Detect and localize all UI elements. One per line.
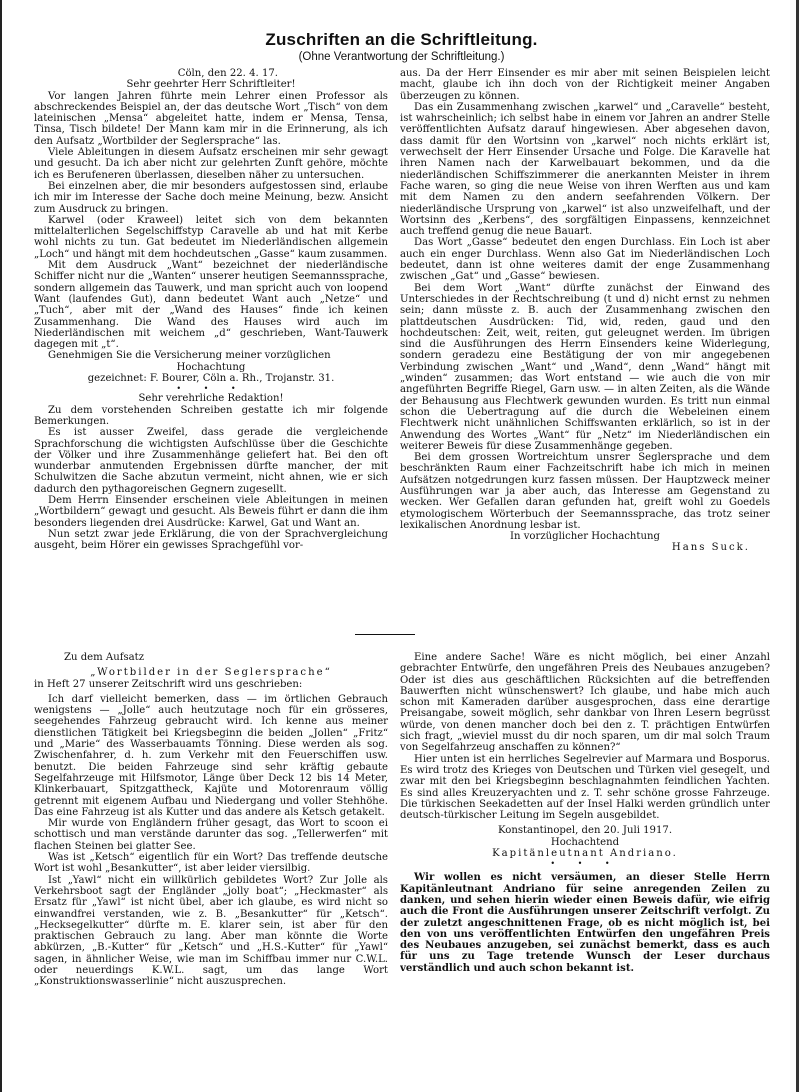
- letter3-intro2: in Heft 27 unserer Zeitschrift wird uns geschrieben:: [34, 678, 303, 690]
- letter1-paragraph: Mit dem Ausdruck „Want“ bezeichnet der niederländische Schiffer nicht nur die „Wanten“ unserer heutigen Seemannssprache, sondern allgemein das Tauwerk, und man spricht auch von loopend Want (laufendes Gut), dann bedeutet Want auch „Netze“ und „Tuch“, aber mit der „Wand des Hauses“ finde ich keinen Zusammenhang. Die Wand des Hauses wird auch im Niederländischen mit weichem „d“ geschrieben, Want-Tauwerk dagegen mit „t“.: [34, 260, 388, 351]
- letter1-closing: Hochachtung: [176, 361, 246, 373]
- letter2-signature: Hans Suck.: [671, 542, 750, 554]
- letter2-salutation: Sehr verehrliche Redaktion!: [138, 393, 284, 405]
- column-top-left: [34, 68, 388, 640]
- letter1-paragraph: Vor langen Jahren führte mein Lehrer einen Professor als abschreckendes Beispiel an, der das deutsche Wort „Tisch“ von dem lateinischen „Mensa“ abgeleitet hatte, indem er Mensa, Tensa, Tinsa, Tisch bildete! Der Mann kam mir in die Erinnerung, als ich den Aufsatz „Wortbilder der Seglersprache“ las.: [34, 90, 388, 147]
- letter3-paragraph: Was ist „Ketsch“ eigentlich für ein Wort? Das treffende deutsche Wort ist wohl „Besankutter“, ist aber leider viersilbig.: [34, 852, 388, 875]
- letter3-intro: Zu dem Aufsatz: [64, 652, 145, 663]
- letter1-paragraph: Karwel (oder Kraweel) leitet sich von dem bekannten mittelalterlichen Segelschiffstyp Caravelle ab und hat mit Kerbe wohl nichts zu tun. Gat bedeutet im Niederländischen allgemein „Loch“ und hängt mit dem hochdeutschen „Gasse“ kaum zusammen.: [34, 214, 388, 260]
- letter2-paragraph: Dem Herrn Einsender erscheinen viele Ableitungen in meinen „Wortbildern“ gewagt und gesucht. Als Beweis führt er dann die ihm besonders liegenden drei Ausdrücke: Karwel, Gat und Want an.: [34, 494, 388, 529]
- letter1-signature: gezeichnet: F. Bourer, Cöln a. Rh., Trojanstr. 31.: [87, 373, 335, 385]
- letter1-salutation: Sehr geehrter Herr Schriftleiter!: [126, 79, 296, 91]
- letter1-paragraph: Genehmigen Sie die Versicherung meiner vorzüglichen: [48, 350, 331, 362]
- letter3-paragraph: Ich darf vielleicht bemerken, dass — im örtlichen Gebrauch wenigstens — „Jolle“ auch heutzutage noch für ein grösseres, seegehendes Fahrzeug gebraucht wird. Ich kenne aus meiner dienstlichen Tätigkeit bei Kriegsbeginn die beiden „Jollen“ „Fritz“ und „Marie“ des Wasserbauamts Tönning. Diese werden als sog. Zwischenfahrer, d. h. zum Verkehr mit den Feuerschiffen usw. benutzt. Die beiden Fahrzeuge sind sehr kräftig gebaute Segelfahrzeuge mit Hilfsmotor, Länge über Deck 12 bis 14 Meter, Klinkerbauart, Spitzgattheck, Kajüte und Motorenraum völlig getrennt mit eigenem Aufbau und Niedergang und voller Stehhöhe. Das eine Fahrzeug ist als Kutter und das andere als Ketsch getakelt.: [34, 693, 388, 818]
- column-top-right: [400, 68, 770, 640]
- column-bottom-left: [34, 652, 388, 1082]
- letter2-paragraph: Das Wort „Gasse“ bedeutet den engen Durchlass. Ein Loch ist aber auch ein enger Durchlass. Wenn also Gat im Niederländischen Loch bedeutet, dann ist ohne weiteres damit der enge Zusammenhang zwischen „Gat“ und „Gasse“ bewiesen.: [400, 237, 770, 283]
- letter1-paragraph: Bei einzelnen aber, die mir besonders aufgestossen sind, erlaube ich mir im Interesse der Sache doch meine Meinung, bezw. Ansicht zum Ausdruck zu bringen.: [34, 180, 388, 215]
- letter3-paragraph: Ist „Yawl“ nicht ein willkürlich gebildetes Wort? Zur Jolle als Verkehrsboot sagt der Engländer „jolly boat“; „Heckmaster“ als Ersatz für „Yawl“ ist nicht übel, aber ich glaube, es wird nicht so einwandfrei verstanden, wie z. B. „Besankutter“ für „Ketsch“. „Hecksegelkutter“ dürfte m. E. klarer sein, ist aber für den praktischen Gebrauch zu lang. Aber man könnte die Worte abkürzen, „B.-Kutter“ für „Ketsch“ und „H.S.-Kutter“ für „Yawl“ sagen, in ähnlicher Weise, wie man im Schiffbau immer nur C.W.L. oder neuerdings K.W.L. sagt, um das lange Wort „Konstruktionswasserlinie“ nicht auszusprechen.: [34, 874, 388, 988]
- letter1-date: Cöln, den 22. 4. 17.: [177, 68, 278, 79]
- page-subtitle: (Ohne Verantwortung der Schriftleitung.): [298, 51, 505, 63]
- letter3-article-title: „Wortbilder in der Seglersprache“: [90, 667, 332, 679]
- letter2-paragraph: Nun setzt zwar jede Erklärung, die von der Sprachvergleichung ausgeht, beim Hörer ein gewisses Sprachgefühl vor-: [34, 528, 388, 552]
- letter1-paragraph: Viele Ableitungen in diesem Aufsatz erscheinen mir sehr gewagt und gesucht. Da ich aber nicht zur gelehrten Zunft gehöre, möchte ich es Berufeneren überlassen, dieselben näher zu untersuchen.: [34, 147, 388, 181]
- letter3-paragraph: Eine andere Sache! Wäre es nicht möglich, bei einer Anzahl gebrachter Entwürfe, den ungefähren Preis des Neubaues anzugeben? Oder ist dies aus geschäftlichen Rücksichten auf die betreffenden Bauwerften nicht wünschenswert? Ich glaube, und habe mich auch schon mit Kameraden darüber ausgesprochen, dass eine derartige Preisangabe, soweit möglich, sehr dankbar von Ihren Lesern begrüsst würde, von denen mancher doch bei den z. T. prächtigen Entwürfen sich fragt, „wieviel musst du dir noch sparen, um dir mal solch Traum von Segelfahrzeug anschaffen zu können?“: [400, 652, 770, 754]
- editor-note: Wir wollen es nicht versäumen, an dieser Stelle Herrn Kapitänleutnant Andriano für seine anregenden Zeilen zu danken, und sehen hierin wieder einen Beweis dafür, wie eifrig auch die Front die Ausführungen unserer Zeitschrift verfolgt. Zu der zuletzt angeschnittenen Frage, ob es nicht möglich ist, bei den von uns veröffentlichten Entwürfen den ungefähren Preis des Neubaues anzugeben, sei zunächst bemerkt, dass es auch für uns zu Tage tretende Wunsch der Leser durchaus verständlich und auch schon bekannt ist.: [400, 872, 770, 974]
- separator-dots: • • •: [176, 384, 246, 394]
- letter2-closing: In vorzüglicher Hochachtung: [510, 531, 660, 543]
- letter2-paragraph: Bei dem grossen Wortreichtum unsrer Seglersprache und dem beschränkten Raum einer Fachzeitschrift habe ich mich in meinen Aufsätzen notgedrungen kurz fassen müssen. Der Hauptzweck meiner Ausführungen war ja aber auch, das Interesse am Gegenstand zu wecken. Wer Gefallen daran gefunden hat, greift wohl zu Goedels etymologischem Wörterbuch der Seemannssprache, das trotz seiner lexikalischen Anordnung lesbar ist.: [400, 452, 770, 531]
- letter3-closing: Hochachtend: [550, 836, 620, 848]
- section-divider: [355, 634, 415, 635]
- page-title: Zuschriften an die Schriftleitung.: [265, 30, 538, 49]
- letter3-date: Konstantinopel, den 20. Juli 1917.: [497, 825, 673, 837]
- separator-dots: • • •: [550, 859, 620, 869]
- letter2-paragraph: aus. Da der Herr Einsender es mir aber mit seinen Beispielen leicht macht, glaube ich ihn doch von der Richtigkeit meiner Angaben überzeugen zu können.: [400, 68, 770, 102]
- letter3-paragraph: Hier unten ist ein herrliches Segelrevier auf Marmara und Bosporus. Es wird trotz des Krieges von Deutschen und Türken viel gesegelt, und zwar mit den bei Kriegsbeginn beschlagnahmten feindlichen Yachten. Es sind alles Kreuzeryachten und z. T. sehr schöne grosse Fahrzeuge. Die türkischen Seekadetten auf der Insel Halki werden gründlich unter deutsch-türkischer Leitung im Segeln ausgebildet.: [400, 753, 770, 822]
- letter3-paragraph: Mir wurde von Engländern früher gesagt, das Wort to scoon ei schottisch und man verstände darunter das sog. „Tellerwerfen“ mit flachen Steinen bei glatter See.: [34, 818, 388, 852]
- letter2-paragraph: Zu dem vorstehenden Schreiben gestatte ich mir folgende Bemerkungen.: [34, 404, 388, 427]
- column-bottom-right: [400, 652, 770, 1082]
- letter2-paragraph: Bei dem Wort „Want“ dürfte zunächst der Einwand des Unterschiedes in der Rechtschreibung (t und d) nicht ernst zu nehmen sein; dann müsste z. B. auch der Zusammenhang zwischen den plattdeutschen Ausdrücken: Tid, wid, reden, gaud und den hochdeutschen: Zeit, weit, reiten, gut geleugnet werden. Im übrigen sind die Ausführungen des Herrn Einsenders keine Widerlegung, sondern geradezu eine Bestätigung der von mir angegebenen Verbindung zwischen „Want“ und „Wand“, denn „Wand“ hängt mit „winden“ zusammen; das Wort entstand — wie auch die von mir angeführten Begriffe Riegel, Garn usw. — in alten Zeiten, als die Wände der Behausung aus Flechtwerk gewunden wurden. Es tritt nun einmal schon die Uebertragung auf die durch die Webeleinen einem Flechtwerk nicht unähnlichen Schiffswanten erklärlich, so ist in der Anwendung des Wortes „Want“ für „Netz“ im Niederländischen ein weiterer Beweis für diese Zusammenhänge gegeben.: [400, 282, 770, 452]
- letter2-paragraph: Es ist ausser Zweifel, dass gerade die vergleichende Sprachforschung die wichtigsten Aufschlüsse über die Geschichte der Völker und ihre Zusammenhänge geliefert hat. Bei den oft wunderbar anmutenden Ergebnissen dürfte mancher, der mit Schulwitzen die Sache abzutun vermeint, nicht ahnen, wie er sich dadurch den pythagoreischen Gegnern zugesellt.: [34, 427, 388, 495]
- letter2-paragraph: Das ein Zusammenhang zwischen „karwel“ und „Caravelle“ besteht, ist wahrscheinlich; ich selbst habe in einem vor Jahren an andrer Stelle veröffentlichten Aufsatz darauf hingewiesen. Aber abgesehen davon, dass damit für den Wortsinn von „karwel“ noch nichts erklärt ist, verwechselt der Herr Einsender Ursache und Folge. Die Karavelle hat ihren Namen nach der Karwelbauart bekommen, und da die niederländischen Schiffszimmerer die anerkannten Meister in ihrem Fache waren, so ging die neue Weise von ihren Werften aus und kam mit dem Namen zu den andern seefahrenden Völkern. Der niederländische Ursprung von „karwel“ ist also unzweifelhaft, und der Wortsinn des „Kerbens“, des sorgfältigen Einpassens, kennzeichnet auch treffend genug die neue Bauart.: [400, 101, 770, 238]
- letter3-signature: Kapitänleutnant Andriano.: [492, 848, 678, 860]
